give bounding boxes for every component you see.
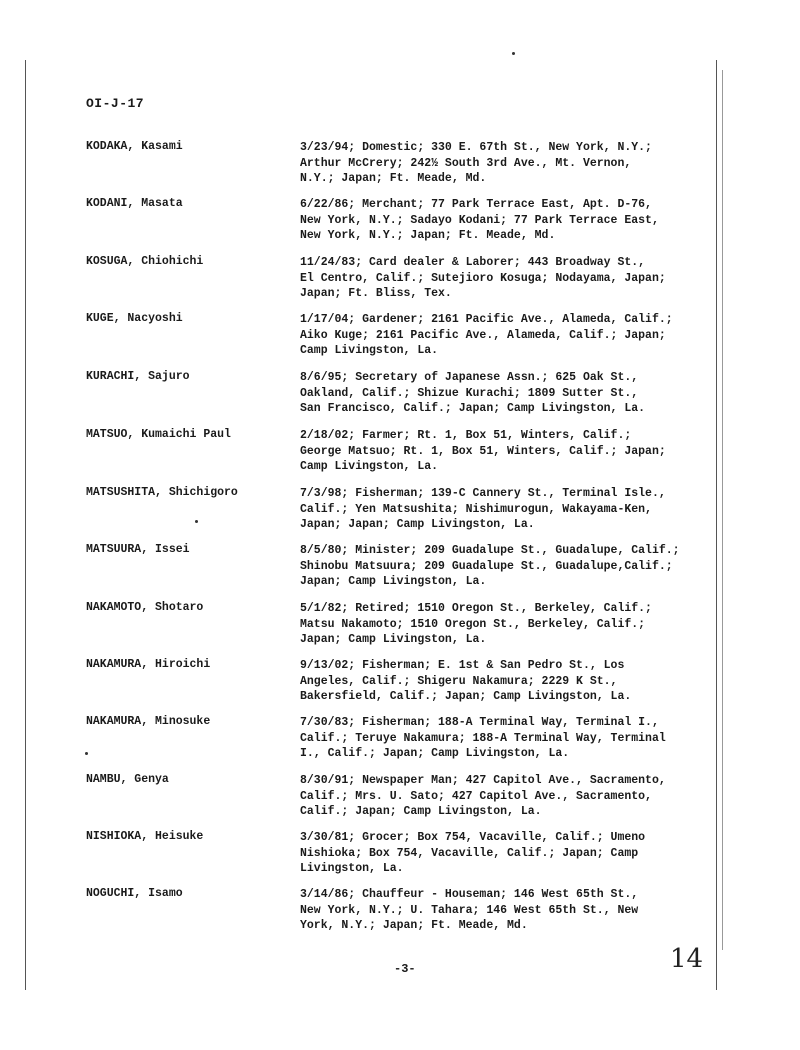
entry-detail-line: Shinobu Matsuura; 209 Guadalupe St., Guadalupe,Calif.; bbox=[300, 559, 673, 573]
entry-detail-line: 3/23/94; Domestic; 330 E. 67th St., New York, N.Y.; bbox=[300, 141, 652, 154]
entry-detail-line: 9/13/02; Fisherman; E. 1st & San Pedro St., Los bbox=[300, 659, 625, 672]
entry-detail-line: 6/22/86; Merchant; 77 Park Terrace East, Apt. D-76, bbox=[300, 198, 652, 211]
entry-detail-line: 1/17/04; Gardener; 2161 Pacific Ave., Alameda, Calif.; bbox=[300, 313, 673, 326]
entry-detail-line: Calif.; Teruye Nakamura; 188-A Terminal Way, Terminal bbox=[300, 731, 666, 745]
entry-detail-line: New York, N.Y.; Japan; Ft. Meade, Md. bbox=[300, 229, 556, 242]
entry-name: KURACHI, Sajuro bbox=[86, 370, 190, 383]
entry-name: KODANI, Masata bbox=[86, 197, 183, 210]
entry-details bbox=[300, 255, 700, 302]
entry-detail-line: 7/3/98; Fisherman; 139-C Cannery St., Terminal Isle., bbox=[300, 487, 666, 500]
entry-detail-line: George Matsuo; Rt. 1, Box 51, Winters, Calif.; Japan; bbox=[300, 444, 666, 458]
speck bbox=[85, 752, 88, 755]
entry-details bbox=[300, 312, 700, 359]
entry-detail-line: Calif.; Mrs. U. Sato; 427 Capitol Ave., Sacramento, bbox=[300, 789, 652, 803]
entry-detail-line: Aiko Kuge; 2161 Pacific Ave., Alameda, Calif.; Japan; bbox=[300, 328, 666, 342]
entry-detail-line: Calif.; Yen Matsushita; Nishimurogun, Wakayama-Ken, bbox=[300, 502, 652, 516]
entry-detail-line: 8/30/91; Newspaper Man; 427 Capitol Ave., Sacramento, bbox=[300, 774, 666, 787]
entry-name: NAKAMOTO, Shotaro bbox=[86, 601, 204, 614]
entry-details bbox=[300, 428, 700, 475]
entry-details bbox=[300, 773, 700, 820]
entry-detail-line: 8/6/95; Secretary of Japanese Assn.; 625 Oak St., bbox=[300, 371, 639, 384]
entry-detail-line: El Centro, Calif.; Sutejioro Kosuga; Nodayama, Japan; bbox=[300, 271, 666, 285]
entry-name: MATSUURA, Issei bbox=[86, 543, 190, 556]
entry-detail-line: New York, N.Y.; U. Tahara; 146 West 65th St., New bbox=[300, 903, 639, 917]
entry-name: NAKAMURA, Minosuke bbox=[86, 715, 211, 728]
entry-detail-line: Oakland, Calif.; Shizue Kurachi; 1809 Sutter St., bbox=[300, 386, 639, 400]
entry-name: MATSUO, Kumaichi Paul bbox=[86, 428, 231, 441]
entry-detail-line: York, N.Y.; Japan; Ft. Meade, Md. bbox=[300, 919, 528, 932]
entry-detail-line: Arthur McCrery; 242½ South 3rd Ave., Mt. Vernon, bbox=[300, 156, 632, 170]
entry-name: NAKAMURA, Hiroichi bbox=[86, 658, 211, 671]
entry-name: KODAKA, Kasami bbox=[86, 140, 183, 153]
entry-details bbox=[300, 486, 700, 533]
entry-name: NOGUCHI, Isamo bbox=[86, 887, 183, 900]
entry-detail-line: Japan; Camp Livingston, La. bbox=[300, 633, 487, 646]
entry-details bbox=[300, 601, 700, 648]
entry-name: KUGE, Nacyoshi bbox=[86, 312, 183, 325]
right-edge-mark bbox=[716, 60, 717, 990]
entry-name: NAMBU, Genya bbox=[86, 773, 169, 786]
entry-details bbox=[300, 370, 700, 417]
entry-details bbox=[300, 887, 700, 934]
speck bbox=[195, 520, 198, 523]
entry-detail-line: 8/5/80; Minister; 209 Guadalupe St., Guadalupe, Calif.; bbox=[300, 544, 680, 557]
right-edge-mark-inner bbox=[722, 70, 723, 950]
entry-detail-line: I., Calif.; Japan; Camp Livingston, La. bbox=[300, 747, 570, 760]
entry-name: KOSUGA, Chiohichi bbox=[86, 255, 204, 268]
entry-detail-line: Japan; Camp Livingston, La. bbox=[300, 575, 487, 588]
entry-detail-line: Bakersfield, Calif.; Japan; Camp Livingston, La. bbox=[300, 690, 632, 703]
entry-detail-line: 3/14/86; Chauffeur - Houseman; 146 West 65th St., bbox=[300, 888, 639, 901]
document-code: OI-J-17 bbox=[86, 96, 145, 111]
entry-detail-line: 5/1/82; Retired; 1510 Oregon St., Berkeley, Calif.; bbox=[300, 602, 652, 615]
entry-detail-line: Camp Livingston, La. bbox=[300, 344, 439, 357]
entry-detail-line: Camp Livingston, La. bbox=[300, 460, 439, 473]
entry-detail-line: Livingston, La. bbox=[300, 862, 404, 875]
entry-details bbox=[300, 543, 700, 590]
entry-details bbox=[300, 197, 700, 244]
entry-detail-line: 11/24/83; Card dealer & Laborer; 443 Broadway St., bbox=[300, 256, 646, 269]
entry-detail-line: 2/18/02; Farmer; Rt. 1, Box 51, Winters, Calif.; bbox=[300, 429, 632, 442]
entry-name: MATSUSHITA, Shichigoro bbox=[86, 486, 238, 499]
entry-detail-line: Japan; Ft. Bliss, Tex. bbox=[300, 287, 452, 300]
entry-detail-line: Calif.; Japan; Camp Livingston, La. bbox=[300, 805, 542, 818]
speck bbox=[512, 52, 515, 55]
entry-detail-line: Japan; Japan; Camp Livingston, La. bbox=[300, 518, 535, 531]
entry-detail-line: 3/30/81; Grocer; Box 754, Vacaville, Calif.; Umeno bbox=[300, 831, 646, 844]
entry-detail-line: Nishioka; Box 754, Vacaville, Calif.; Japan; Camp bbox=[300, 846, 639, 860]
entry-detail-line: San Francisco, Calif.; Japan; Camp Livingston, La. bbox=[300, 402, 646, 415]
entry-details bbox=[300, 715, 700, 762]
entry-name: NISHIOKA, Heisuke bbox=[86, 830, 204, 843]
entry-detail-line: Angeles, Calif.; Shigeru Nakamura; 2229 K St., bbox=[300, 674, 618, 688]
entry-details bbox=[300, 140, 700, 187]
entry-detail-line: 7/30/83; Fisherman; 188-A Terminal Way, Terminal I., bbox=[300, 716, 659, 729]
entry-details bbox=[300, 658, 700, 705]
handwritten-mark: 14 bbox=[670, 944, 704, 974]
page-number: -3- bbox=[394, 962, 416, 976]
entry-detail-line: N.Y.; Japan; Ft. Meade, Md. bbox=[300, 172, 487, 185]
entry-detail-line: Matsu Nakamoto; 1510 Oregon St., Berkeley, Calif.; bbox=[300, 617, 646, 631]
entry-details bbox=[300, 830, 700, 877]
entry-detail-line: New York, N.Y.; Sadayo Kodani; 77 Park Terrace East, bbox=[300, 213, 659, 227]
left-edge-mark bbox=[25, 60, 26, 990]
